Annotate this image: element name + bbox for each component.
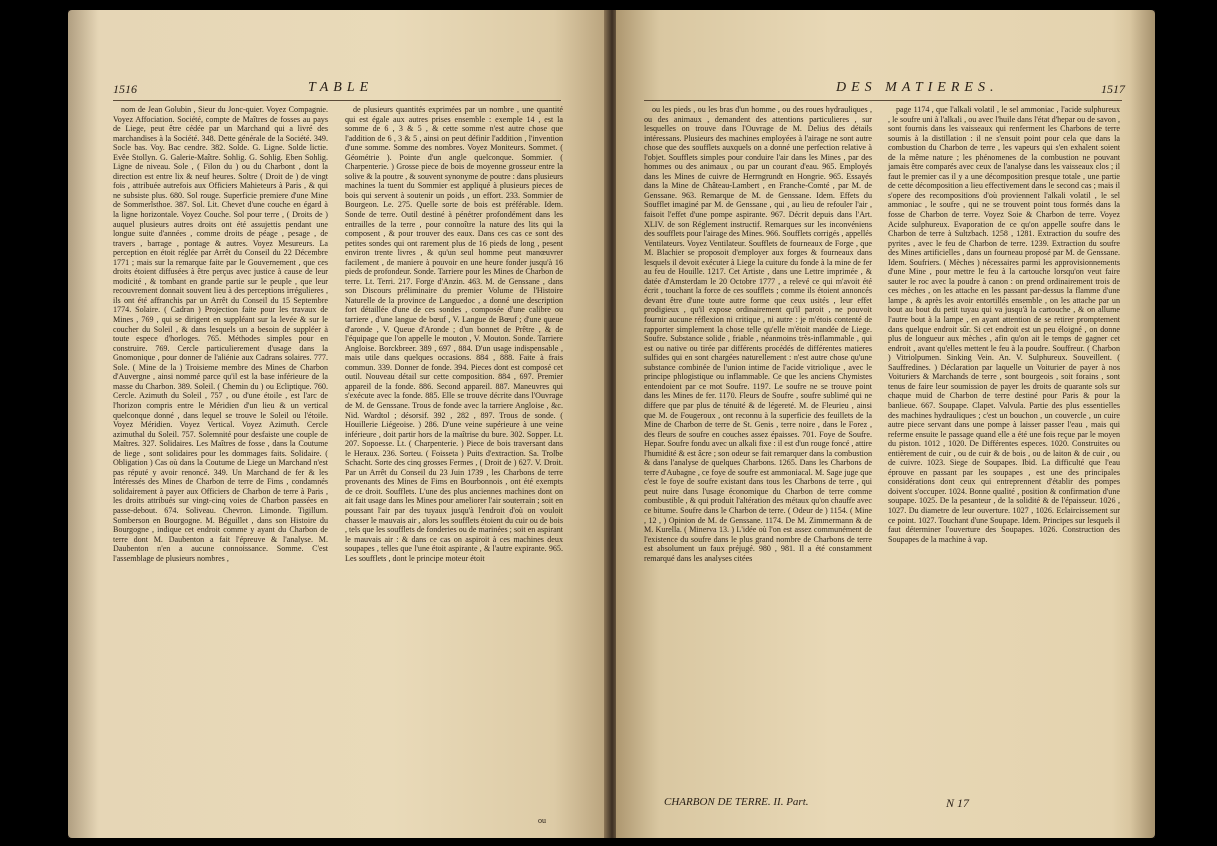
column-text: page 1174 , que l'alkali volatil , le sel ammoniac , l'acide sulphureux , le soufre uni à l'alkali , ou avec l'huile dans l'état d'hepar ou de savon , sont fournis dans les vaisseaux qui renferment les Charbons de terre soumis à la distillation : il ne s'ensuit point pour cela que dans la combustion du Charbon de terre , les vapeurs qui s'en exhalent soient de la même nature ; les phénomenes de la combustion ne pouvant jamais être comparés avec ceux de l'analyse dans les vaisseaux clos ; il faut le premier cas il y a une décomposition presque totale , une partie de cette décomposition a lieu effectivement dans le second cas ; mais il s'opere des recompositions d'où proviennent l'alkali volatil , le sel ammoniac , le soufre , qui ne se trouvent point tous formés dans la fosse de Charbon de terre. Voyez Soie & Charbon de terre. Voyez Acide sulphureux. Evaporation de ce qu'on appelle soufre dans le Charbon de terre à Sultzbach. 1258 , 1281. Extraction du soufre des pyrites , avec le feu de Charbon de terre. 1239. Extraction du soufre des Mines artificielles , dans un fourneau proposé par M. de Genssane. Idem. Soufriers. ( Mèches ) nécessaires parmi les approvisionnements d'une Mine , pour mettre le feu à la cartouche lorsqu'on veut faire sauter le roc avec la poudre à canon : on prend ordinairement trois de ces mèches , on les attache en les passant par-dessus la flamme d'une lampe , & après les avoir entortillés ensemble , on les attache par un bout au bout du petit tuyau qui va jusqu'à la cartouche , & on allume l'autre bout à la lampe , en ayant attention de se retirer promptement dans quelque endroit sûr. Si cet endroit est un peu éloigné , on donne plus de longueur aux mèches , afin qu'on ait le temps de gagner cet endroit , avant qu'elles mettent le feu à la poudre. Souffreur. ( Charbon ) Vitriolpumen. Sinking Vein. An. V. Sulphureux. Souveillent. ( Sauffredines. ) Déclaration par laquelle un Voiturier de payer à nos Voituriers & Marchands de terre , sont bourgeois , soit forains , sont tenus de faire leur soumission de payer les droits de quarante sols sur chaque muid de Charbon de terre destiné pour Paris & pour la banlieue. 667. Soupape. Clapet. Valvula. Partie des plus essentielles des machines hydrauliques ; c'est un bouchon , un couvercle , un cuire autre piece servant dans une pompe à laisser passer l'eau , mais qui referme ensuite le passage quand elle a été une fois reçue par le moyen du piston. 1012 , 1020. De Différentes especes. 1020. Construites ou entièrement de cuir , ou de cuir & de bois , ou de laiton & de cuir , ou de cuivre. 1023. Siege de Soupapes. Ibid. La difficulté que l'eau éprouve en passant par les soupapes , est une des principales considérations dont ceux qui entreprennent d'établir des pompes doivent s'occuper. 1024. Bonne qualité , position & confirmation d'une soupape. 1025. De la pesanteur , de la solidité & de l'épaisseur. 1026 , 1027. Du diametre de leur ouverture. 1027 , 1026. Eclaircissement sur ce point. 1027. Touchant d'une Soupape. Idem. Principes sur lesquels il faut déterminer l'ouverture des Soupapes. 1026. Construction des Soupapes de la machine à vap. — [888, 105, 1120, 544]
left-page — [68, 10, 608, 838]
right-page-header — [616, 80, 1155, 100]
column-text: ou les pieds , ou les bras d'un homme , ou des roues hydrauliques , ou des animaux , demandent des attentions particulieres , sur lesquelles on trouve dans l'Ouvrage de M. Delius des détails intéressans. Plusieurs des machines employées à l'airage ne sont autre chose que des soufflets auxquels on a donné une perfection relative à l'objet. Soufflets simples pour conduire l'air dans les Mines , par des hommes ou des animaux , ou par un courant d'eau. 965. Employés dans les Mines de cuivre de Herrngrundt en Hongrie. 965. Essayés dans la Mine de Château-Lambert , en Franche-Comté , par M. de Genssane. 963. Remarque de M. de Genssane. Idem. Effets du Soufflet imaginé par M. de Genssane , qui , au lieu de refouler l'air , faisoit l'effet d'une pompe aspirante. 967. Décrit depuis dans l'Art. XLIV. de son Réglement instructif. Remarques sur les inconvéniens des soufflets pour l'airage des Mines. 966. Soufflets corrigés , appellés Ventilateurs. Voyez Ventilateur. Soufflets de fourneaux de Forge , que M. Blachier se proposoit d'employer aux forges & fourneaux dans lesquels il devoit exécuter à Liege la cuiture du fonde à la mine de fer au feu de Houille. 1217. Cet Artiste , dans une Lettre imprimée , & datée d'Amsterdam le 20 Octobre 1777 , a relevé ce qui m'avoit été écrit , touchant la force de ces soufflets ; comme ils étoient annoncés devant être d'une toute autre forme que ceux usités , leur effet prodigieux , qu'il expose ordinairement qu'il paroit , ne pouvoit fournir aucune réflexion ni critique , ni autre : je m'étois contenté de rapporter simplement la chose telle qu'elle m'étoit mandée de Liege. Soufre. Substance solide , friable , néanmoins très-inflammable , qui est ou native ou tirée par différents procédés de différentes matieres sulfides qui en sont chargées naturellement : n'est autre chose qu'une substance combinée de l'union intime de l'acide vitriolique , avec le principe phlogistique ou inflammable. Ce que les anciens Chymistes entendoient par ce mot Soufre. 1197. Le soufre ne se trouve point dans les Mines de fer. 1170. Fleurs de Soufre , soufre sublimé qui ne differe que par plus de ténuité & de légereté. M. de Fleurieu , ainsi que M. de Fougeroux , ont reconnu à la superficie des feuillets de la Mine de Charbon de terre de St. Genis , terre noire , dans le Forez , des fleurs de soufre en couches assez épaisses. 701. Foye de Soufre. Hepar. Soufre fondu avec un alkali fixe : il est d'un rouge foncé , attire l'humidité & est âcre ; son odeur se fait remarquer dans la combustion & dans l'analyse de quelques Charbons. 1265. Dans les Charbons de terre d'Aubagne , ce foye de soufre est ammoniacal. M. Sage juge que c'est le foye de soufre existant dans tous les Charbons de terre , qui peut nuire dans l'usage économique du Charbon de terre comme combustible , & qui produit l'altération des métaux qu'on chauffe avec ce bitume. Soufre dans le Charbon de terre. ( Odeur de ) 1154. ( Mine , 12 , ) Opinion de M. de Genssane. 1174. De M. Zimmermann & de M. Kurella. ( Minerva 13. ) L'idée où l'on est assez communément de l'existence du soufre dans le plus grand nombre de Charbons de terre est absolument un faux préjugé. 980 , 981. Il a été constamment remarqué dans les analyses citées — [644, 105, 873, 563]
page-edge-shadow — [1130, 10, 1155, 838]
book-spread — [68, 10, 1155, 838]
left-page-header — [68, 80, 608, 100]
column-text: nom de Jean Golubin , Sieur du Jonc-quier. Voyez Compagnie. Voyez Affociation. Société, compte de Maîtres de fosses au pays de Liege, peut être cédée par un Marchand qui a livré des marchandises à la Société. 348. Dette générale de la Société. 349. Socle bas. Voy. Bac cendre. 382. Solde. G. Ligne. Solde lictie. Evêe Stollyn. G. Galerie-Maître. Sohlig. G. Sohlig. Eben Sohlig. Ligne de niveau. Sole , ( Filon du ) ou du Charbont , dont la direction est entre lix & neuf heures. Soltre ( Droit de ) de vingt fois , attribuée autrefois aux Officiers Mahieteurs à Paris , & qui ne subsiste plus. 680. Sol rouge. Superficie premiere d'une Mine de Sommerlsthoe. 387. Sol. Lit. Chevet d'une couche en égard à la ligne horizontale. Voyez Couche. Sol pour terre , ( Droits de ) auquel plusieurs autres droits ont été assujettis pendant une longue suite d'années , comme droits de péage , pesage , de travers , barrage , pontage & autres. Voyez Mesureurs. La perception en étoit réglée par Arrêt du Conseil du 22 Décembre 1771 ; mais sur la remarque faite par le Gouvernement , que ces droits étoient diffusées à être perçus avec justice à cause de leur modicité , & tombant en grande partie sur le peuple , que leur recouvrement donnait souvent lieu à des perceptions irrégulieres , ils ont été affranchis par un Arrêt du Conseil du 15 Septembre 1774. Solaire. ( Cadran ) Projection faite pour les travaux de Mines , 769 , qui se dirigent en suppléant sur la levée & sur le coucher du Soleil , & dans lesquels un a besoin de suppléer à toute espece d'horloges. 765. Méthodes simples pour en construire. 769. Cercle particulierement d'usage dans la Gnomonique , pour donner de l'aliénie aux Cadrans solaires. 777. Sole. ( Mine de la ) Troisieme membre des Mines de Charbon d'Auvergne , ainsi nommé parce qu'il est la base inférieure de la masse du Charbon. 389. Soleil. ( Chemin du ) ou Ecliptique. 760. Cercle. Azimuth du Soleil , 757 , ou d'une étoile , est l'arc de l'horizon compris entre le Méridien d'un lieu & un vertical quelconque donné , dans lequel se trouve le Soleil ou l'étoile. Voyez Méridien. Voyez Vertical. Voyez Azimuth. Cercle azimuthal du Soleil. 757. Solemnité pour desfaiste une couple de Maîtres. 327. Solidaires. Les Maîtres de fosse , dans la Coutume de liege , sont solidaires pour les dommages faits. Solidaire. ( Obligation ) Cas où dans la Coutume de Liege un Marchand n'est pas réputé y avoir renoncé. 349. Un Marchand de fer & les Intéressés des Mines de Charbon de terre de Fims , condamnés solidairement à payer aux Officiers de Charbon de terre à Paris , les droits attribués sur vingt-cinq voies de Charbon passées en passe-debout. 674. Soliveau. Chevron. Limonde. Tigillum. Somberson en Bourgogne. M. Béguillet , dans son Histoire du Bourgogne , indique cet endroit comme y ayant du Charbon de terre dont M. Daubenton a fait l'épreuve & l'analyse. M. Daubenton n'en a aucune connoissance. Somme. C'est l'assemblage de plusieurs nombres , — [113, 105, 328, 563]
footer-signature-line: CHARBON DE TERRE. II. Part. — [664, 796, 809, 808]
page-number: 1516 — [113, 82, 137, 96]
text-column-1 — [113, 105, 328, 563]
page-number: 1517 — [1101, 82, 1125, 96]
page-edge-shadow — [68, 10, 98, 838]
printer-signature: N 17 — [946, 796, 970, 810]
catchword: ou — [538, 816, 546, 825]
text-column-1 — [644, 105, 872, 563]
text-column-2 — [888, 105, 1120, 544]
column-text: de plusieurs quantités exprimées par un nombre , une quantité qui est égale aux autres prises ensemble : exemple 14 , est la somme de 6 , 3 & 5 , & cette somme n'est autre chose que l'addition de 6 , 3 & 5 , ainsi on peut définir l'addition , l'invention d'une somme. Somme des nombres. Voyez Moniteurs. Sommet. ( Géométrie ). Pointe d'un angle quelconque. Sommier. ( Charpenterie. ) Grosse piece de bois de moyenne grosseur entre la solive & la poutre , & souvent synonyme de poutre : dans plusieurs machines la tuent du Sommier est appliqué à plusieurs pieces de bois qui servent à soutenir un poids , un effort. 233. Sommier de Bourgeon. Le. 275. Quelle sorte de bois est préférable. Idem. Sonde de terre. Outil destiné à pénétrer profondément dans les entrailles de la terre , pour connoître la nature des lits qui la composent , & pour trouver des eaux. Dans ces cas ce sont des petites sondes qui ont rarement plus de 16 pieds de long , pesent environ trente livres , & qu'un seul homme peut manœuvrer facilement , de maniere à pouvoir en une heure fonder jusqu'à 16 pieds de profondeur. Sonde. Tarriere pour les Mines de Charbon de terre. Lt. Terri. 217. Forge d'Anzin. 463. M. de Genssane , dans son Discours préliminaire du premier Volume de l'Histoire Naturelle de la province de Languedoc , a donné une description fort détaillée d'une de ces sondes , composée d'une calibre ou tarriere , d'une langue de bœuf , V. Langue de Bœuf ; d'une queue d'aronde , V. Queue d'Aronde ; d'un bonnet de Prêtre , & de l'équipage que l'on appelle le mouton , V. Mouton. Sonde. Tarriere Angloise. Borckbreer. 389 , 697 , 884. D'un usage indispensable , mais utile dans quelques occasions. 884 , 888. Faite à frais commun. 339. Donner de fonde. 394. Pieces dont est composé cet outil. Nouveau détail sur cette composition. 884 , 697. Premier appareil de la fonde. 886. Second appareil. 887. Maneuvres qui s'exécute avec la fonde. 885. Elle se trouve décrite dans l'Ouvrage de M. de Genssane. Trous de fonde avec la tarriere Angloise , &c. Nid. Wardtol ; désorsif. 392 , 282 , 897. Trous de sonde. ( Houillerie Liégeoise. ) 286. D'une veine supérieure à une veine inférieure , doit partir hors de la maîtrise du bure. 302. Sopper. Lt. 207. Sopoesse. Lt. ( Charpenterie. ) Piece de bois traversant dans le Heraux. 236. Sorteu. ( Foisseta ) Puits d'extraction. Sa. Trolbe Schacht. Sorte des cinq grosses Fermes , ( Droit de ) 627. V. Droit. Par un Arrêt du Conseil du 23 Juin 1739 , les Charbons de terre provenants des Mines de Fims en Bourbonnois , ont été exempts de ce droit. Soufflets. L'une des plus anciennes machines dont on ait fait usage dans les Mines pour ameliorer l'air souterrain ; soit en poussant l'air par des tuyaux jusqu'à l'endroit d'où on vouloit chasser le mauvais air , alors les soufflets étoient du cuir ou de bois , tels que les soufflets de fonderies ou de marinées ; soit en aspirant le mauvais air : & dans ce cas on aspiroit à ces machines deux soupapes , telles que l'une étoit aspirante , & l'autre expirante. 965. Les soufflets , dont le principe moteur étoit — [345, 105, 563, 563]
running-head: TABLE — [308, 80, 374, 95]
header-rule — [644, 100, 1122, 101]
header-rule — [113, 100, 561, 101]
running-head: DES MATIERES. — [836, 80, 999, 95]
right-page — [616, 10, 1155, 838]
text-column-2 — [345, 105, 563, 563]
